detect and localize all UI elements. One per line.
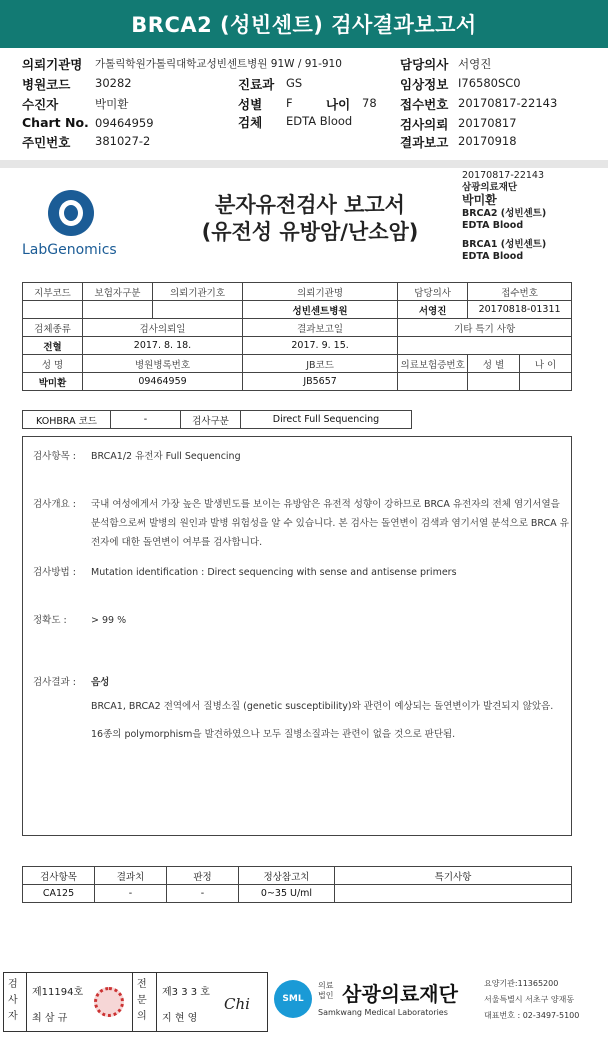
inspector-label: 검사자 xyxy=(8,979,18,1022)
stamp-line4: BRCA2 (성빈센트) xyxy=(462,208,547,219)
org-prefix2: 법인 xyxy=(318,991,334,1000)
patient-table xyxy=(22,282,572,391)
patient-info-panel xyxy=(0,50,608,160)
table-header: 검체종류 xyxy=(23,319,83,337)
method-value: Mutation identification : Direct sequencing with sense and antisense primers xyxy=(91,567,457,578)
table-header: 접수번호 xyxy=(468,283,572,301)
table-cell xyxy=(520,373,572,391)
table-header: 결과보고일 xyxy=(243,319,398,337)
chart-value: 09464959 xyxy=(95,116,154,130)
age-value: 78 xyxy=(362,96,377,110)
inspector-name: 최 삼 규 xyxy=(32,1013,68,1024)
table-cell xyxy=(153,301,243,319)
org-name: 삼광의료재단 xyxy=(342,982,458,1006)
stamp-line2: 삼광의료재단 xyxy=(462,181,518,193)
sex-label: 성별 xyxy=(238,97,263,112)
document-title-line2: (유전성 유방암/난소암) xyxy=(201,220,419,244)
hospital-code-value: 30282 xyxy=(95,76,132,90)
table-header: 검사의뢰일 xyxy=(83,319,243,337)
sex-value: F xyxy=(286,96,293,110)
table-header: 나 이 xyxy=(520,355,572,373)
logo-circle-icon xyxy=(48,190,94,236)
signature-block xyxy=(3,972,268,1032)
table-header: 지부코드 xyxy=(23,283,83,301)
inspector-seal-icon xyxy=(94,987,124,1017)
table-cell xyxy=(468,373,520,391)
request-value: 20170817 xyxy=(458,116,517,130)
idno-value: 381027-2 xyxy=(95,134,151,148)
table-cell: - xyxy=(167,885,239,903)
table-header: 보험자구분 xyxy=(83,283,153,301)
table-cell xyxy=(23,301,83,319)
labgenomics-logo xyxy=(22,190,132,260)
stamp-line5: EDTA Blood xyxy=(462,219,524,231)
result-title: 음성 xyxy=(91,677,110,688)
table-cell: 서영진 xyxy=(398,301,468,319)
test-type-label: 검사구분 xyxy=(181,411,241,429)
specimen-value: EDTA Blood xyxy=(286,114,353,128)
specialist-name: 지 현 영 xyxy=(162,1013,198,1024)
table-header: 의뢰기관명 xyxy=(243,283,398,301)
institution-value: 가톨릭학원가톨릭대학교성빈센트병원 91W / 91-910 xyxy=(95,58,342,70)
document-title xyxy=(180,192,440,246)
organization-block xyxy=(272,972,608,1032)
table-header: 성 명 xyxy=(23,355,83,373)
idno-label: 주민번호 xyxy=(22,135,71,150)
table-cell: 2017. 9. 15. xyxy=(243,337,398,355)
clinical-label: 임상정보 xyxy=(400,77,449,92)
table-header: 결과치 xyxy=(95,867,167,885)
kohbra-value: - xyxy=(111,411,181,429)
table-cell: 전혈 xyxy=(23,337,83,355)
org-address: 서울특별시 서초구 양재동 xyxy=(484,995,575,1004)
table-cell: - xyxy=(95,885,167,903)
specialist-signature: Chi xyxy=(224,995,250,1013)
org-phone: 대표번호 : 02-3497-5100 xyxy=(484,1011,580,1020)
report-title: BRCA2 (성빈센트) 검사결과보고서 xyxy=(0,0,608,48)
result-line1: BRCA1, BRCA2 전역에서 질병소질 (genetic susceptibility)와 관련이 예상되는 돌연변이가 발견되지 않았음. xyxy=(91,701,554,712)
table-cell: CA125 xyxy=(23,885,95,903)
table-cell xyxy=(335,885,572,903)
item-value: BRCA1/2 유전자 Full Sequencing xyxy=(91,451,241,462)
table-cell xyxy=(83,301,153,319)
table-cell: 20170818-01311 xyxy=(468,301,572,319)
stamp-line1: 20170817-22143 xyxy=(462,170,545,181)
test-type-value: Direct Full Sequencing xyxy=(241,411,412,429)
logo-text: LabGenomics xyxy=(22,242,117,258)
table-header: 판정 xyxy=(167,867,239,885)
age-label: 나이 xyxy=(326,97,351,112)
kohbra-label: KOHBRA 코드 xyxy=(23,411,111,429)
result-line2: 16종의 polymorphism을 발견하였으나 모두 질병소질과는 관련이 없을 것으로 판단됨. xyxy=(91,729,456,740)
test-details-box xyxy=(22,436,572,836)
sml-logo-icon: SML xyxy=(274,980,312,1018)
specialist-no: 제3 3 3 호 xyxy=(162,987,210,998)
stamp-line3: 박미환 xyxy=(462,193,497,207)
doctor-value: 서영진 xyxy=(458,57,492,71)
table-header: 병원병록번호 xyxy=(83,355,243,373)
section-divider xyxy=(0,160,608,168)
table-header: 의뢰기관기호 xyxy=(153,283,243,301)
table-header: 검사항목 xyxy=(23,867,95,885)
table-cell: JB5657 xyxy=(243,373,398,391)
kohbra-table xyxy=(22,410,412,429)
overview-label: 검사개요 : xyxy=(33,499,76,510)
method-label: 검사방법 : xyxy=(33,567,76,578)
report-footer xyxy=(0,966,608,1038)
accuracy-value: > 99 % xyxy=(91,615,127,626)
hospital-code-label: 병원코드 xyxy=(22,77,71,92)
specialist-label: 전문의 xyxy=(137,979,147,1022)
table-header: 의료보험증번호 xyxy=(398,355,468,373)
specimen-label: 검체 xyxy=(238,115,263,130)
institution-label: 의뢰기관명 xyxy=(22,57,83,72)
receipt-value: 20170817-22143 xyxy=(458,96,558,110)
table-cell: 0~35 U/ml xyxy=(239,885,335,903)
report-date-label: 결과보고 xyxy=(400,135,449,150)
request-label: 검사의뢰 xyxy=(400,117,449,132)
table-header: 정상참고치 xyxy=(239,867,335,885)
org-name-en: Samkwang Medical Laboratories xyxy=(318,1008,448,1017)
table-cell: 성빈센트병원 xyxy=(243,301,398,319)
table-cell xyxy=(398,373,468,391)
scanned-report xyxy=(0,168,608,960)
ca125-table xyxy=(22,866,572,903)
org-code: 요양기관:11365200 xyxy=(484,979,559,988)
dept-label: 진료과 xyxy=(238,77,275,92)
collector-value: 박미환 xyxy=(95,97,129,111)
stamp-line7: EDTA Blood xyxy=(462,250,524,262)
chart-label: Chart No. xyxy=(22,115,89,130)
stamp-line6: BRCA1 (성빈센트) xyxy=(462,239,547,250)
org-prefix1: 의료 xyxy=(318,981,334,990)
table-cell xyxy=(398,337,572,355)
dept-value: GS xyxy=(286,76,303,90)
inspector-no: 제11194호 xyxy=(32,987,84,998)
receipt-label: 접수번호 xyxy=(400,97,449,112)
document-title-line1: 분자유전검사 보고서 xyxy=(215,193,405,217)
doctor-label: 담당의사 xyxy=(400,57,449,72)
collector-label: 수진자 xyxy=(22,97,59,112)
accuracy-label: 정확도 : xyxy=(33,615,67,626)
specimen-stamp xyxy=(462,170,546,262)
table-header: 성 별 xyxy=(468,355,520,373)
table-cell: 박미환 xyxy=(23,373,83,391)
table-header: 특기사항 xyxy=(335,867,572,885)
table-header: 기타 특기 사항 xyxy=(398,319,572,337)
item-label: 검사항목 : xyxy=(33,451,76,462)
table-header: 담당의사 xyxy=(398,283,468,301)
clinical-value: I76580SC0 xyxy=(458,76,521,90)
table-cell: 2017. 8. 18. xyxy=(83,337,243,355)
report-date-value: 20170918 xyxy=(458,134,517,148)
table-header: JB코드 xyxy=(243,355,398,373)
overview-value: 국내 여성에게서 가장 높은 발생빈도를 보이는 유방암은 유전적 성향이 강하므로 BRCA 유전자의 전체 염기서열을 분석함으로써 발병의 원인과 발병 위험성을 알 수 있습니다. 본 검사는 돌연변이 검색과 염기서열 분석으로 BRCA 유전자에 대한 돌연변이 여부를 검사합니다. xyxy=(91,499,569,548)
result-label: 검사결과 : xyxy=(33,677,76,688)
table-cell: 09464959 xyxy=(83,373,243,391)
